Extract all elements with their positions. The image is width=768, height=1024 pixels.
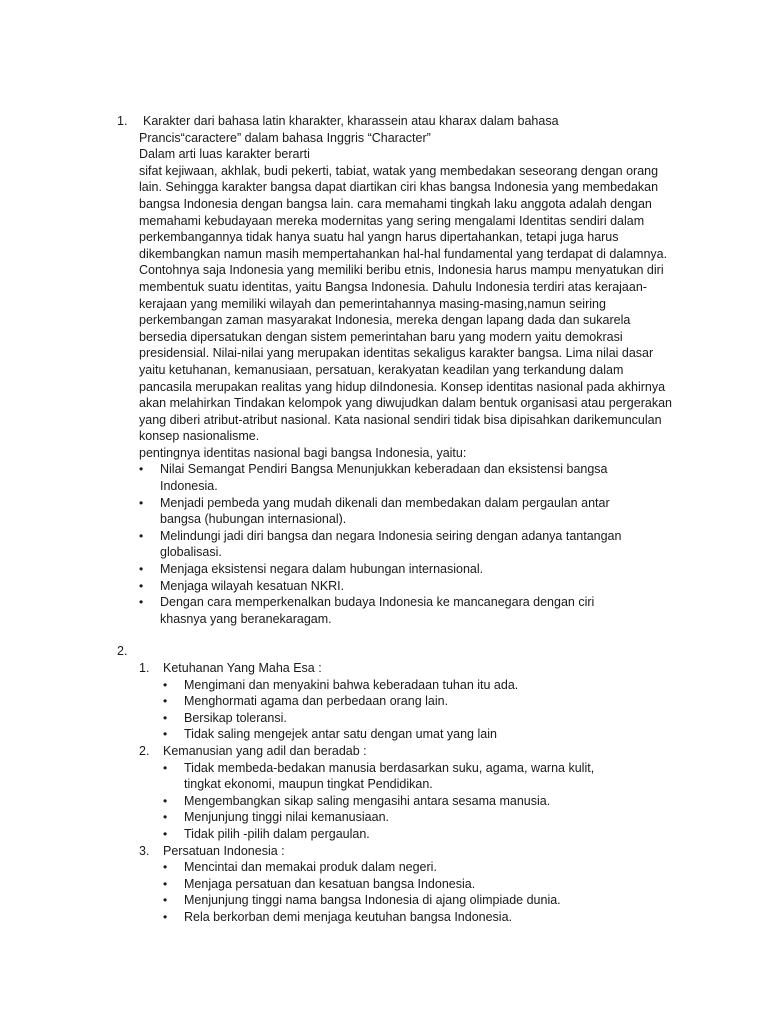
pancasila-item-1: [139, 660, 768, 743]
list-item: • Dengan cara memperkenalkan budaya Indonesia ke mancanegara dengan ciri khasnya yang beranekaragam.: [139, 595, 595, 626]
section-1-body: [139, 113, 679, 627]
list-item: • Melindungi jadi diri bangsa dan negara Indonesia seiring dengan adanya tantangan globalisasi.: [139, 528, 622, 560]
item-title: Kemanusian yang adil dan beradab :: [163, 743, 367, 758]
item-title: Ketuhanan Yang Maha Esa :: [163, 661, 322, 675]
list-intro: pentingnya identitas nasional bagi bangsa Indonesia, yaitu:: [139, 445, 467, 460]
intro-line-1: Karakter dari bahasa latin kharakter, kharassein atau kharax dalam bahasa: [143, 114, 559, 128]
bullet-icon: •: [163, 710, 168, 725]
list-item: • Tidak membeda-bedakan manusia berdasarkan suku, agama, warna kulit, tingkat ekonomi, maupun tingkat Pendidikan.: [163, 760, 595, 792]
list-item: • Menjaga eksistensi negara dalam hubungan internasional.: [139, 562, 484, 577]
bullet-icon: •: [163, 677, 168, 692]
bullet-icon: •: [163, 727, 168, 742]
list-item: • Menjunjung tinggi nilai kemanusiaan.: [163, 810, 389, 825]
document-page: [0, 113, 768, 926]
section-1: [0, 113, 768, 627]
bullet-icon: •: [163, 694, 168, 709]
list-item: • Bersikap toleransi.: [163, 710, 287, 725]
list-item: • Menjaga wilayah kesatuan NKRI.: [139, 578, 345, 593]
intro-line-3: Dalam arti luas karakter berarti: [139, 147, 310, 162]
section-2-number: 2.: [117, 644, 128, 659]
list-item: • Menjadi pembeda yang mudah dikenali dan membedakan dalam pergaulan antar bangsa (hubungan internasional).: [139, 495, 610, 527]
bullet-icon: •: [163, 876, 168, 891]
bullet-icon: •: [163, 893, 168, 908]
list-item: • Mengimani dan menyakini bahwa keberadaan tuhan itu ada.: [163, 677, 519, 692]
pancasila-item-2: [139, 743, 768, 843]
bullet-icon: •: [139, 595, 144, 610]
section-2: [0, 643, 768, 925]
bullet-icon: •: [163, 826, 168, 841]
list-item: • Tidak pilih -pilih dalam pergaulan.: [163, 826, 370, 841]
bullet-icon: •: [139, 528, 144, 543]
bullet-icon: •: [139, 562, 144, 577]
bullet-icon: •: [139, 495, 144, 510]
list-item: • Tidak saling mengejek antar satu dengan umat yang lain: [163, 727, 497, 742]
list-item: • Menjunjung tinggi nama bangsa Indonesia di ajang olimpiade dunia.: [163, 893, 561, 908]
item-bullet-list: [163, 677, 768, 743]
item-number: 2.: [139, 743, 150, 758]
bullet-icon: •: [163, 860, 168, 875]
bullet-icon: •: [163, 793, 168, 808]
identity-bullet-list: [139, 461, 679, 627]
item-number: 1.: [139, 661, 150, 675]
section-1-number: 1.: [117, 114, 128, 128]
item-number: 3.: [139, 843, 150, 858]
item-title: Persatuan Indonesia :: [163, 843, 285, 858]
bullet-icon: •: [163, 810, 168, 825]
pancasila-list: [139, 660, 768, 926]
list-item: • Rela berkorban demi menjaga keutuhan bangsa Indonesia.: [163, 909, 513, 924]
item-bullet-list: [163, 760, 768, 843]
list-item: • Nilai Semangat Pendiri Bangsa Menunjukkan keberadaan dan eksistensi bangsa Indonesia.: [139, 462, 608, 494]
list-item: • Menghormati agama dan perbedaan orang lain.: [163, 694, 449, 709]
bullet-icon: •: [139, 462, 144, 477]
item-bullet-list: [163, 859, 768, 925]
list-item: • Mencintai dan memakai produk dalam negeri.: [163, 860, 437, 875]
bullet-icon: •: [139, 578, 144, 593]
list-item: • Menjaga persatuan dan kesatuan bangsa Indonesia.: [163, 876, 476, 891]
intro-line-2: Prancis“caractere” dalam bahasa Inggris “Character”: [139, 130, 431, 145]
bullet-icon: •: [163, 760, 168, 775]
main-paragraph: sifat kejiwaan, akhlak, budi pekerti, tabiat, watak yang membedakan seseorang dengan orang lain. Sehingga karakter bangsa dapat diartikan ciri khas bangsa Indonesia yang membedakan bangsa Indonesia dengan bangsa lain. cara memahami tingkah laku anggota adalah dengan memahami kebudayaan mereka modernitas yang sering mengalami Identitas sendiri dalam perkembangannya tidak hanya suatu hal yangn harus dipertahankan, tetapi juga harus dikembangkan namun masih mempertahankan hal-hal fundamental yang terdapat di dalamnya. Contohnya saja Indonesia yang memiliki beribu etnis, Indonesia harus mampu menyatukan diri membentuk suatu identitas, yaitu Bangsa Indonesia. Dahulu Indonesia terdiri atas kerajaan-kerajaan yang memiliki wilayah dan pemerintahannya masing-masing,namun seiring perkembangan zaman masyarakat Indonesia, mereka dengan lapang dada dan sukarela bersedia dipersatukan dengan sistem pemerintahan baru yang modern yaitu demokrasi presidensial. Nilai-nilai yang merupakan identitas sekaligus karakter bangsa. Lima nilai dasar yaitu ketuhanan, kemanusiaan, persatuan, kerakyatan keadilan yang terkandung dalam pancasila merupakan realitas yang hidup diIndonesia. Konsep identitas nasional pada akhirnya akan melahirkan Tindakan kelompok yang diwujudkan dalam bentuk organisasi atau pergerakan yang diberi atribut-atribut nasional. Kata nasional sendiri tidak bisa dipisahkan darikemunculan konsep nasionalisme.: [139, 163, 672, 444]
bullet-icon: •: [163, 909, 168, 924]
pancasila-item-3: [139, 843, 768, 926]
list-item: • Mengembangkan sikap saling mengasihi antara sesama manusia.: [163, 793, 551, 808]
